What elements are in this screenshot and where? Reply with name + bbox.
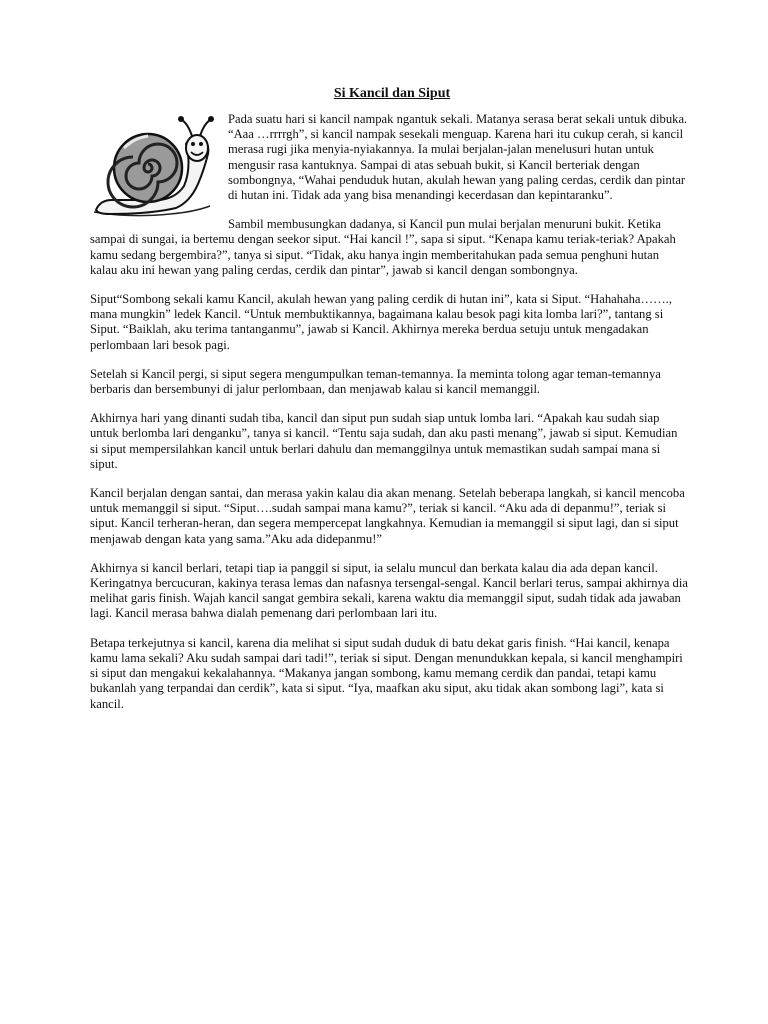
paragraph-4: Setelah si Kancil pergi, si siput segera mengumpulkan teman-temannya. Ia meminta tolong agar teman-temannya berbaris dan bersembunyi di jalur perlombaan, dan menjawab kalau si kancil memanggil. bbox=[90, 366, 661, 397]
paragraph-8: Betapa terkejutnya si kancil, karena dia melihat si siput sudah duduk di batu dekat garis finish. “Hai kancil, kenapa kamu lama sekali? Aku sudah sampai dari tadi!”, teriak si siput. Dengan menundukkan kepala, si kancil menghampiri si siput dan mengakui kekalahannya. “Makanya jangan sombong, kamu memang cerdik dan pandai, tetapi kamu bukanlah yang terpandai dan cerdik”, kata si siput. “Iya, maafkan aku siput, aku tidak akan sombong lagi”, kata si kancil. bbox=[90, 635, 683, 711]
paragraph-1 bbox=[90, 112, 688, 203]
paragraph-6: Kancil berjalan dengan santai, dan merasa yakin kalau dia akan menang. Setelah beberapa langkah, si kancil mencoba untuk memanggil si siput. “Siput….sudah sampai mana kamu?”, teriak si kancil. “Aku ada di depanmu!”, teriak si siput. Kancil terheran-heran, dan segera mempercepat langkahnya. Kemudian ia memanggil si siput lagi, dan si siput menjawab dengan kata yang sama.”Aku ada didepanmu!” bbox=[90, 486, 685, 546]
story-title: Si Kancil dan Siput bbox=[333, 86, 451, 101]
snail-illustration-icon bbox=[90, 114, 218, 222]
paragraph-1-text: Pada suatu hari si kancil nampak ngantuk sekali. Matanya serasa berat sekali untuk dibuka. “Aaa …rrrrgh”, si kancil nampak sesekali menguap. Karena hari itu cukup cerah, si kancil merasa rugi jika menyia-nyiakannya. Ia mulai berjalan-jalan menelusuri hutan untuk mengusir rasa kantuknya. Sampai di atas sebuah bukit, si Kancil berteriak dengan sombongnya, “Wahai penduduk hutan, akulah hewan yang paling cerdas, cerdik dan pintar di hutan ini. Tidak ada yang bisa menandingi kecerdasan dan kepintaranku”. bbox=[228, 112, 688, 203]
paragraph-7: Akhirnya si kancil berlari, tetapi tiap ia panggil si siput, ia selalu muncul dan berkata kalau dia ada depan kancil. Keringatnya bercucuran, kakinya terasa lemas dan nafasnya tersengal-sengal. Kancil berlari terus, sampai akhirnya dia melihat garis finish. Wajah kancil sangat gembira sekali, karena waktu dia memanggil siput, sudah tidak ada jawaban lagi. Kancil merasa bahwa dialah pemenang dari perlombaan lari itu. bbox=[90, 560, 688, 621]
paragraph-2: Sambil membusungkan dadanya, si Kancil pun mulai berjalan menuruni bukit. Ketika sampai di sungai, ia bertemu dengan seekor siput. “Hai kancil !”, sapa si siput. “Kenapa kamu teriak-teriak? Apakah kamu sedang bergembira?”, tanya si siput. “Tidak, aku hanya ingin memberitahukan pada semua penghuni hutan kalau aku ini hewan yang paling cerdas, cerdik dan pintar”, jawab si kancil dengan sombongnya. bbox=[90, 217, 676, 277]
paragraph-5: Akhirnya hari yang dinanti sudah tiba, kancil dan siput pun sudah siap untuk lomba lari. “Apakah kau sudah siap untuk berlomba lari denganku”, tanya si kancil. “Tentu saja sudah, dan aku pasti menang”, jawab si siput. Kemudian si siput mempersilahkan kancil untuk berlari dahulu dan memanggilnya untuk memastikan sudah sampai mana si siput. bbox=[90, 411, 678, 471]
paragraph-3: Siput“Sombong sekali kamu Kancil, akulah hewan yang paling cerdik di hutan ini”, kata si Siput. “Hahahaha……., mana mungkin” ledek Kancil. “Untuk membuktikannya, bagaimana kalau besok pagi kita lomba lari?”, tantang si Siput. “Baiklah, aku terima tantanganmu”, jawab si Kancil. Akhirnya mereka berdua setuju untuk mengadakan perlombaan lari besok pagi. bbox=[90, 292, 672, 352]
